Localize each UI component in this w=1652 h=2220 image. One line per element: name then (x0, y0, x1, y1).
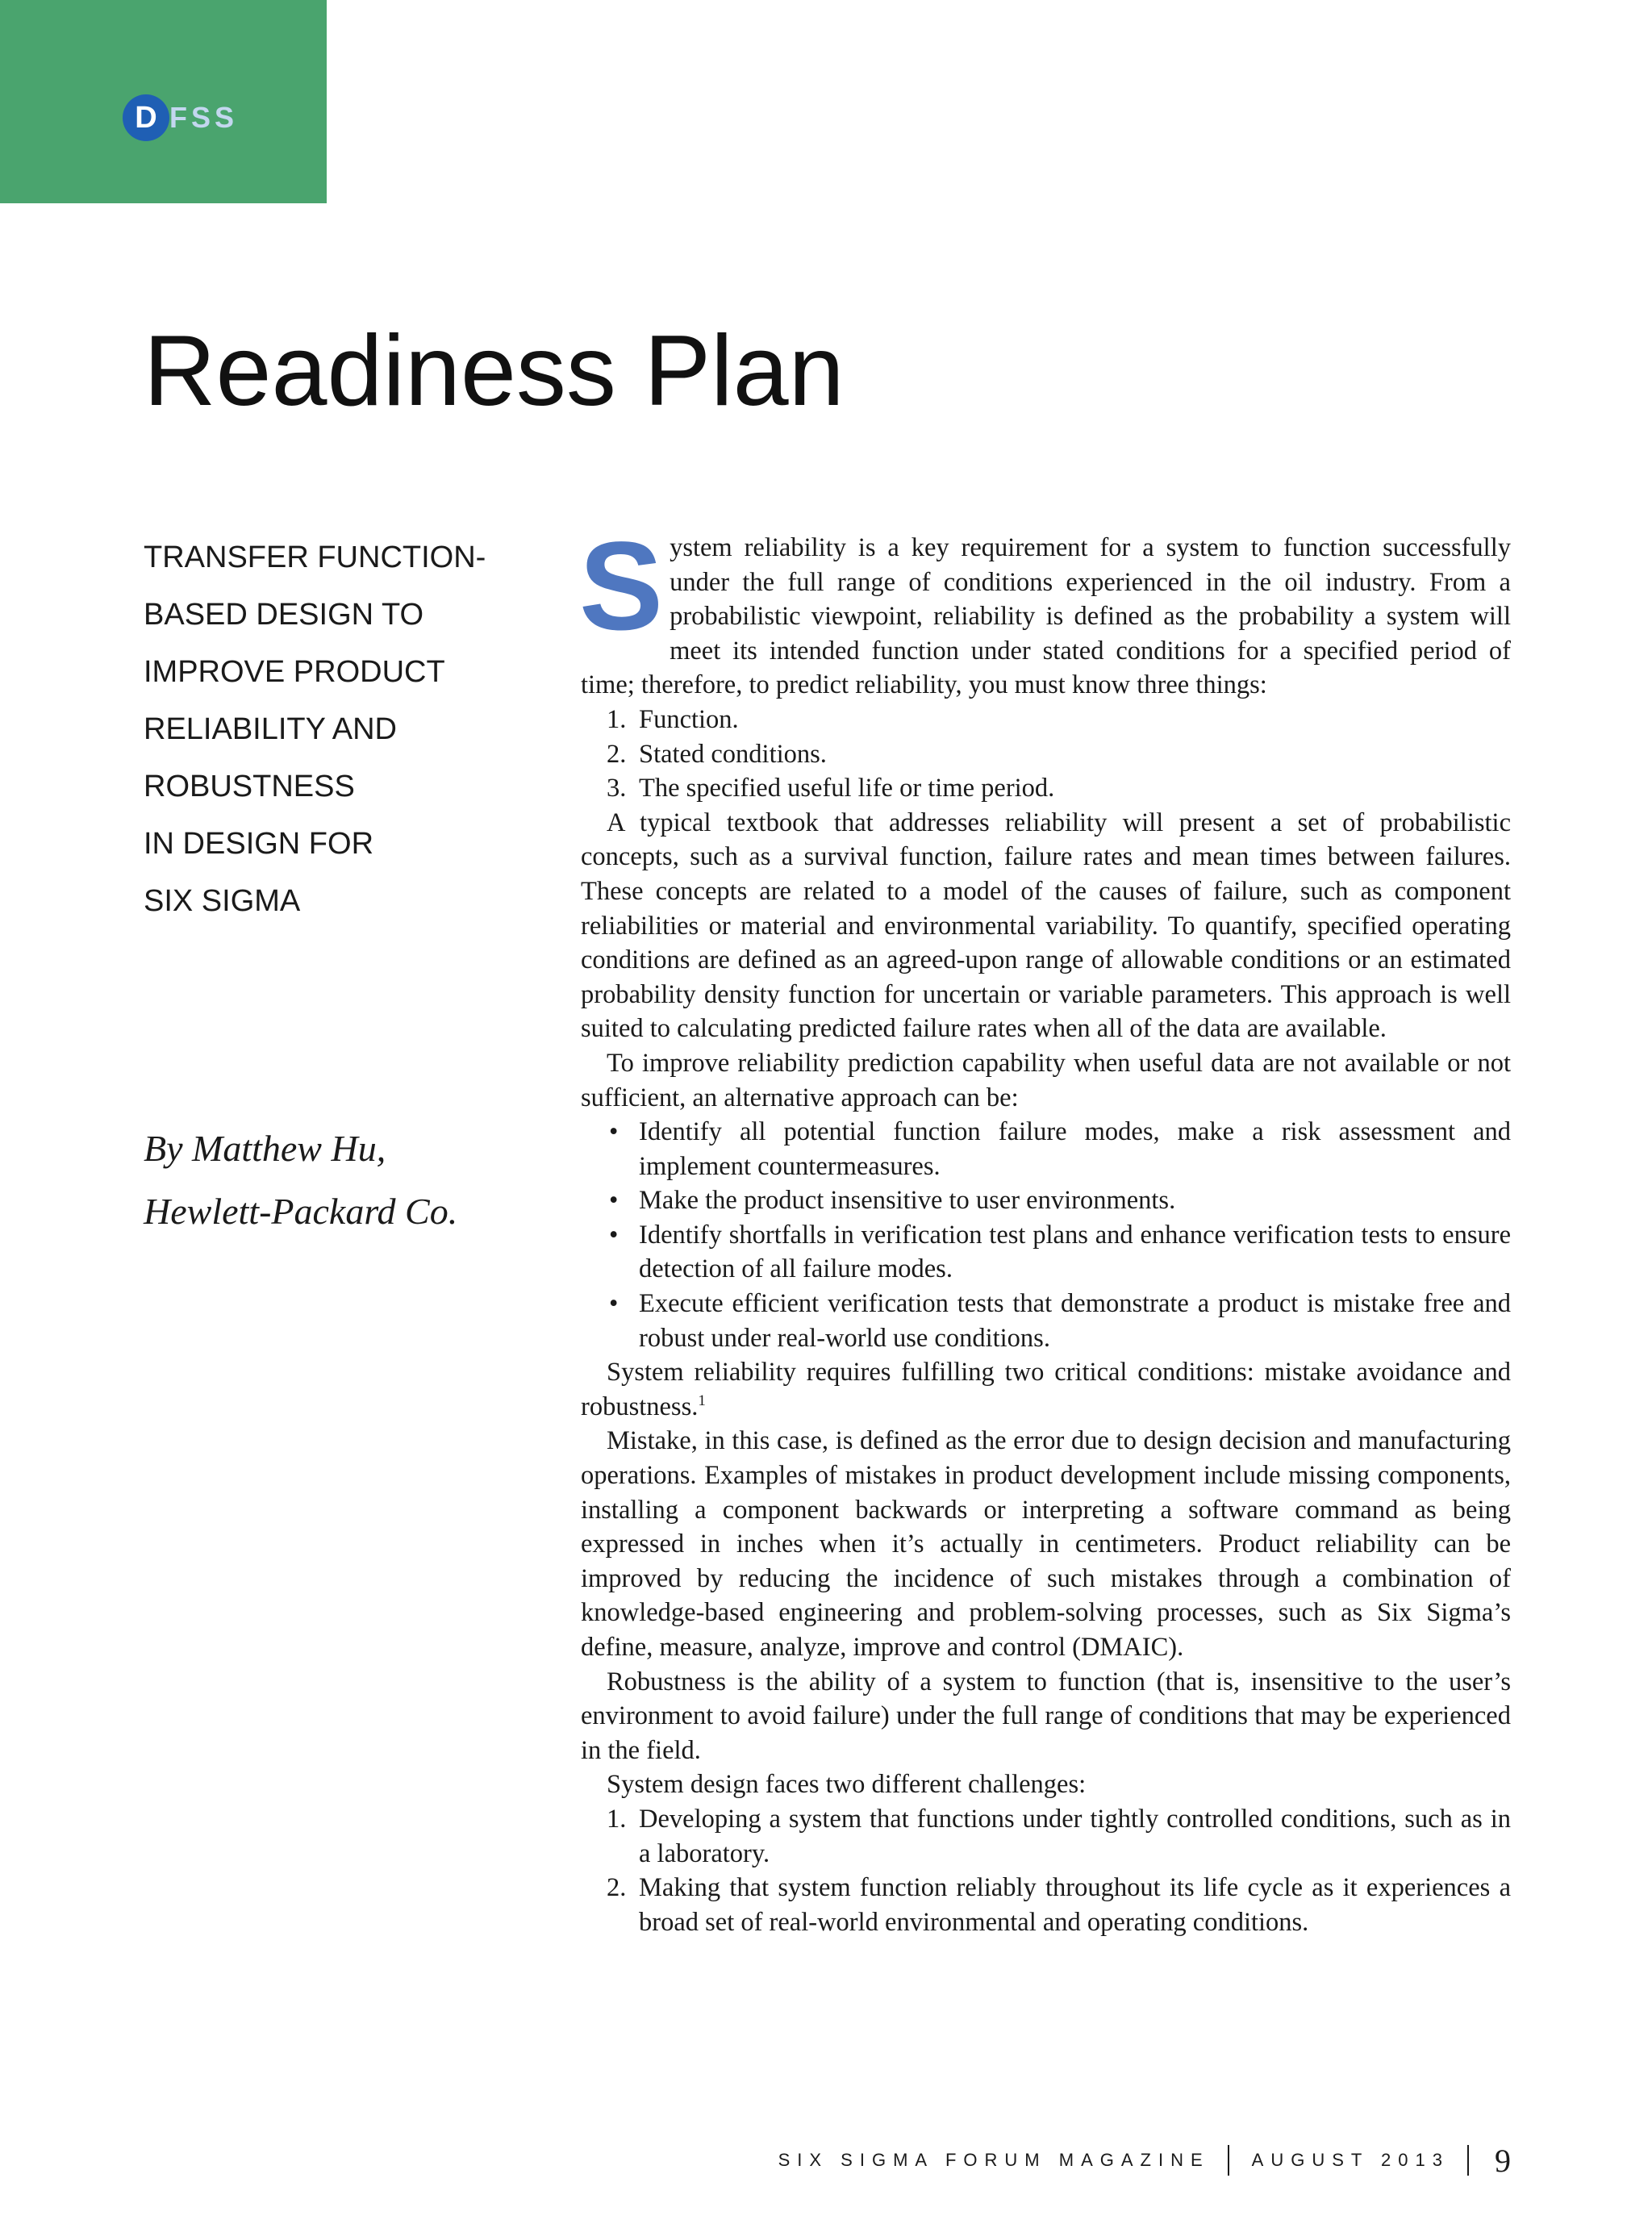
paragraph-text: ystem reliability is a key requirement for a system to function successfully under the full range of conditions experienced in the oil industry. From a probabilistic viewpoint, reliability is defined as the probability a system will meet its intended function under stated conditions for a specified period of time; therefore, to predict reliability, you must know three things: (581, 533, 1511, 700)
bullet-item (581, 1115, 1511, 1183)
bullet-item-text: Make the product insensitive to user environments. (639, 1186, 1176, 1216)
deck-line: SIX SIGMA (144, 884, 301, 918)
list-item (581, 737, 1511, 772)
bullet-item-text: Execute efficient verification tests that demonstrate a product is mistake free and robust under real-world use conditions. (639, 1289, 1511, 1353)
drop-cap: S (579, 516, 664, 657)
page-title: Readiness Plan (144, 315, 845, 427)
logo-circle-initial: D (123, 94, 169, 141)
list-item-text: The specified useful life or time period. (639, 774, 1055, 803)
deck-line: RELIABILITY AND (144, 712, 397, 746)
list-item-text: Developing a system that functions under tightly controlled conditions, such as in a laboratory. (639, 1804, 1511, 1868)
bullet-icon: • (609, 1186, 619, 1216)
page-footer (778, 2136, 1511, 2185)
paragraph (581, 1355, 1511, 1424)
deck-line: IMPROVE PRODUCT (144, 655, 445, 689)
list-item-text: Making that system function reliably throughout its life cycle as it experiences a broad set of real-world environmental and operating conditions. (639, 1873, 1511, 1937)
deck-line: BASED DESIGN TO (144, 598, 424, 632)
footer-divider (1228, 2145, 1229, 2176)
list-number: 1. (607, 704, 627, 734)
list-number: 1. (607, 1804, 627, 1834)
section-tab (0, 0, 327, 203)
bullet-item (581, 1287, 1511, 1355)
paragraph: Robustness is the ability of a system to function (that is, insensitive to the user’s environment to avoid failure) under the full range of conditions that may be experienced in the field. (581, 1667, 1511, 1765)
list-item (581, 703, 1511, 737)
list-number: 2. (607, 739, 627, 769)
bullet-item-text: Identify all potential function failure modes, make a risk assessment and implement countermeasures. (639, 1117, 1511, 1181)
list-item (581, 771, 1511, 806)
list-item-text: Function. (639, 704, 739, 734)
paragraph-text: System reliability requires fulfilling two critical conditions: mistake avoidance and robustness. (581, 1358, 1511, 1421)
deck-line: ROBUSTNESS (144, 770, 355, 803)
list-number: 3. (607, 774, 627, 803)
bullet-icon: • (609, 1117, 619, 1147)
paragraph: Mistake, in this case, is defined as the error due to design decision and manufacturing operations. Examples of mistakes in product development include missing components, installing a component backwards or interpreting a software command as being expressed in inches when it’s actually in centimeters. Product reliability can be improved by reducing the incidence of such mistakes through a combination of knowledge-based engineering and problem-solving processes, such as Six Sigma’s define, measure, analyze, improve and control (DMAIC). (581, 1426, 1511, 1662)
article-deck (144, 529, 523, 930)
footer-divider (1467, 2145, 1469, 2176)
logo-wordmark: FSS (169, 101, 239, 134)
paragraph: To improve reliability prediction capability when useful data are not available or not sufficient, an alternative approach can be: (581, 1048, 1511, 1112)
deck-line: IN DESIGN FOR (144, 827, 374, 861)
bullet-icon: • (609, 1220, 619, 1250)
paragraph (579, 516, 1511, 703)
list-item-text: Stated conditions. (639, 739, 827, 769)
paragraph: A typical textbook that addresses reliability will present a set of probabilistic concepts, such as a survival function, failure rates and mean times between failures. These concepts are related to a model of the causes of failure, such as component reliabilities or material and environmental variability. To quantify, specified operating conditions are defined as an agreed-upon range of allowable conditions or an estimated probability density function for uncertain or variable parameters. This approach is well suited to calculating predicted failure rates when all of the data are available. (581, 807, 1511, 1044)
article-body (579, 516, 1511, 1939)
byline (144, 1117, 523, 1243)
list-item (581, 1802, 1511, 1871)
bullet-icon: • (609, 1289, 619, 1319)
deck-line: TRANSFER FUNCTION- (144, 540, 486, 574)
bullet-item (581, 1218, 1511, 1287)
byline-author: By Matthew Hu, (144, 1128, 386, 1169)
bullet-item (581, 1183, 1511, 1218)
bullet-item-text: Identify shortfalls in verification test plans and enhance verification tests to ensure detection of all failure modes. (639, 1220, 1511, 1284)
page-number: 9 (1495, 2142, 1511, 2179)
byline-affiliation: Hewlett-Packard Co. (144, 1191, 458, 1232)
paragraph: System design faces two different challenges: (607, 1770, 1087, 1800)
list-item (581, 1871, 1511, 1939)
footer-issue-date: AUGUST 2013 (1251, 2150, 1450, 2170)
list-number: 2. (607, 1873, 627, 1903)
footer-magazine-name: SIX SIGMA FORUM MAGAZINE (778, 2150, 1210, 2170)
footnote-reference: 1 (698, 1392, 706, 1410)
